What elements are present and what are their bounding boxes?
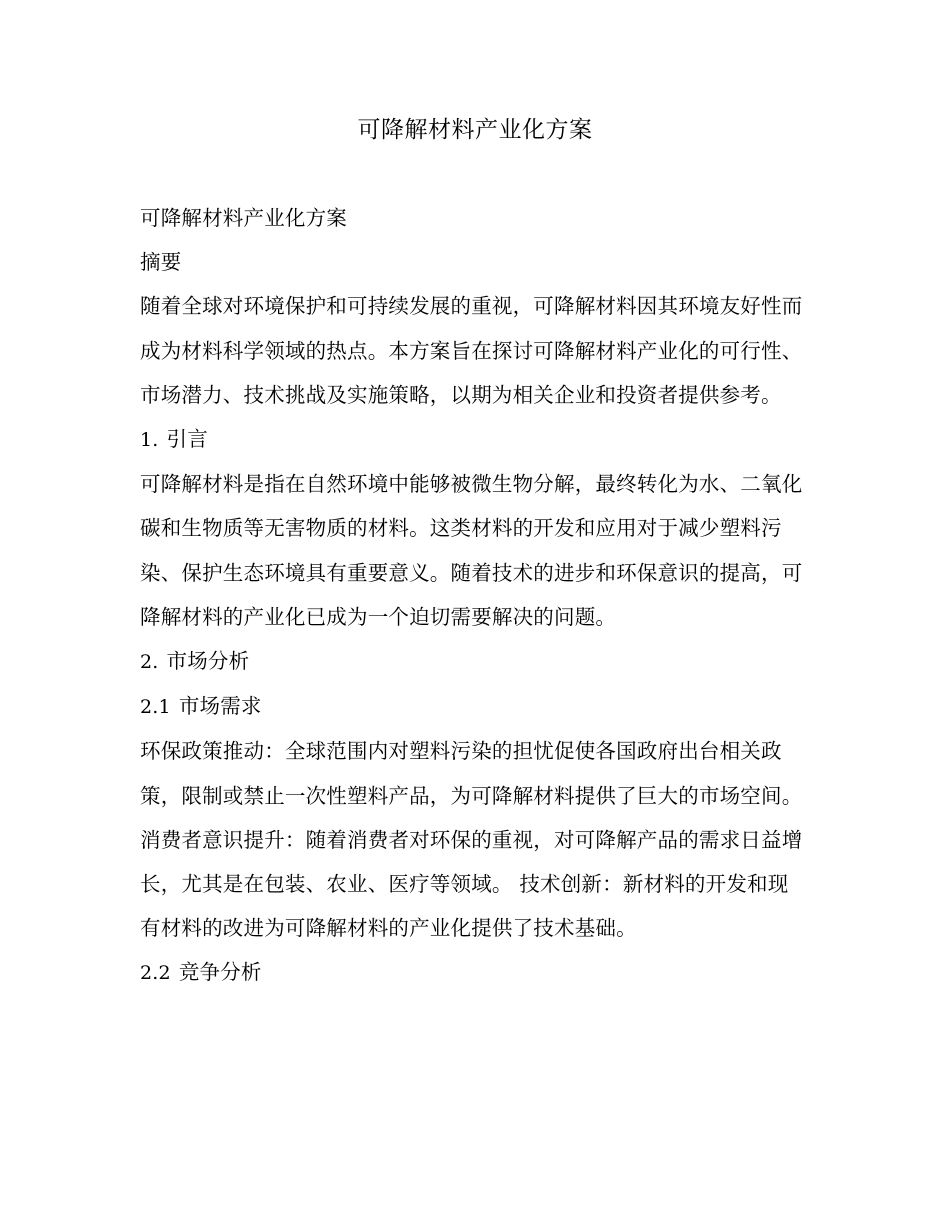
section-2-2-title: 竞争分析 — [178, 960, 262, 985]
abstract-heading: 摘要 — [140, 250, 182, 275]
section-1-number: 1. — [140, 429, 159, 452]
document-subtitle: 可降解材料产业化方案 — [140, 206, 347, 230]
section-1-title: 引言 — [166, 427, 208, 452]
abstract-paragraph: 随着全球对环境保护和可持续发展的重视，可降解材料因其环境友好性而成为材料科学领域的热点。本方案旨在探讨可降解材料产业化的可行性、市场潜力、技术挑战及实施策略，以期为相关企业和投资者提供参考。 — [140, 294, 803, 407]
section-2-number: 2. — [140, 651, 159, 674]
section-2-1-title: 市场需求 — [178, 694, 262, 719]
section-2-2-number: 2.2 — [140, 962, 171, 985]
document-body — [140, 196, 806, 996]
section-2-2-heading — [140, 950, 806, 995]
section-2-1-heading — [140, 684, 806, 729]
section-1-heading — [140, 417, 806, 462]
section-2-1-paragraph: 环保政策推动：全球范围内对塑料污染的担忧促使各国政府出台相关政策，限制或禁止一次性塑料产品，为可降解材料提供了巨大的市场空间。 消费者意识提升：随着消费者对环保的重视，对可降解产品的需求日益增长，尤其是在包装、农业、医疗等领域。 技术创新：新材料的开发和现有材料的改进为可降解材料的产业化提供了技术基础。 — [140, 739, 803, 941]
section-2-1-number: 2.1 — [140, 696, 171, 719]
section-1-paragraph: 可降解材料是指在自然环境中能够被微生物分解，最终转化为水、二氧化碳和生物质等无害物质的材料。这类材料的开发和应用对于减少塑料污染、保护生态环境具有重要意义。随着技术的进步和环保意识的提高，可降解材料的产业化已成为一个迫切需要解决的问题。 — [140, 472, 803, 629]
section-2-heading — [140, 639, 806, 684]
page-title: 可降解材料产业化方案 — [357, 117, 593, 143]
section-2-title: 市场分析 — [166, 649, 250, 674]
